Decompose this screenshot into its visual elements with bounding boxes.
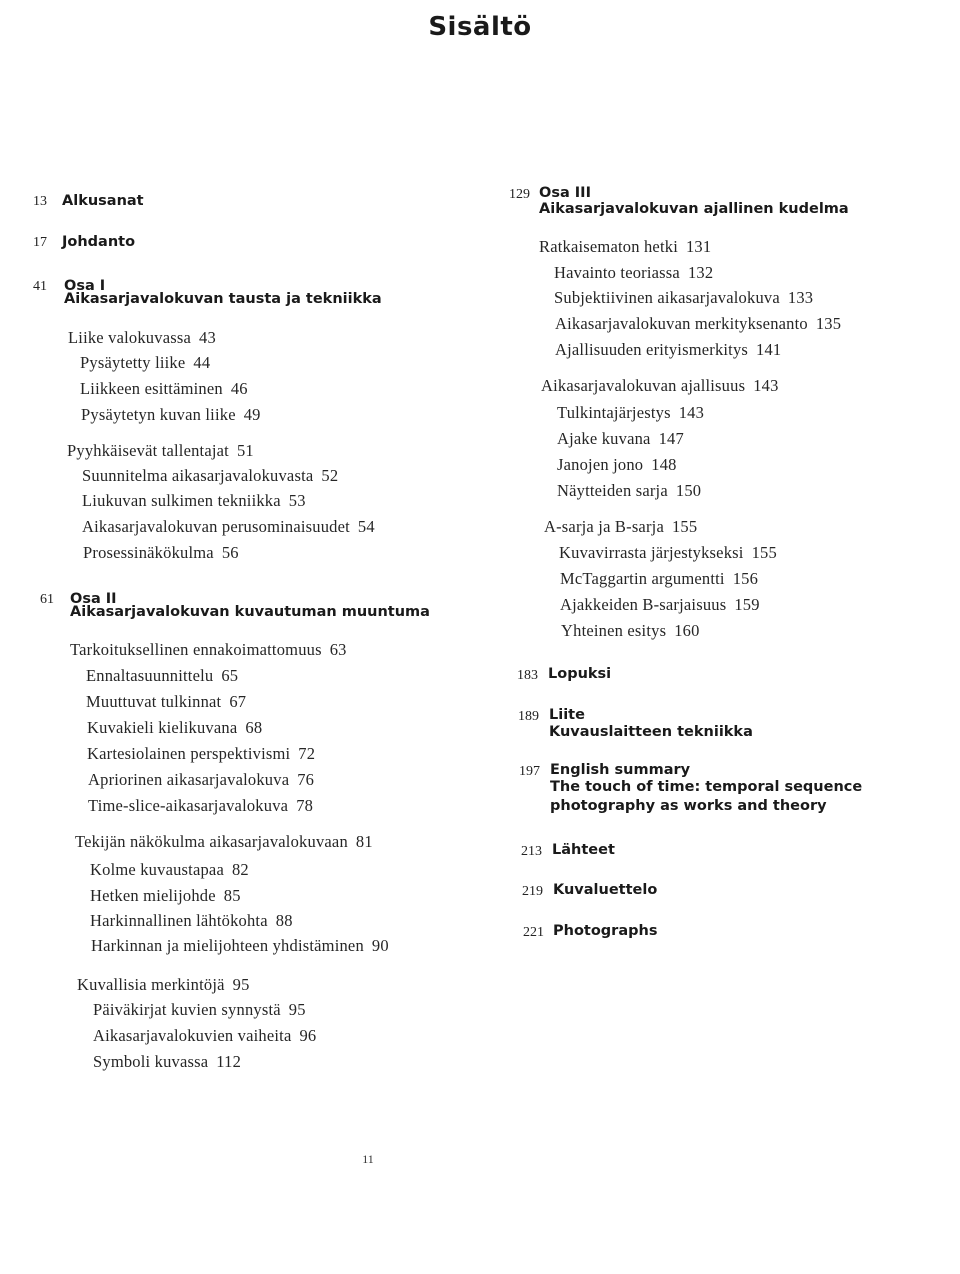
toc-page-number: 61 — [40, 592, 54, 607]
toc-subsection[interactable]: Pysäytetty liike 44 — [80, 353, 211, 372]
toc-section[interactable]: Liike valokuvassa 43 — [68, 328, 216, 347]
toc-subsection[interactable]: Pysäytetyn kuvan liike 49 — [81, 405, 261, 424]
toc-section[interactable]: Ratkaisematon hetki 131 — [539, 237, 712, 256]
toc-subsection[interactable]: Havainto teoriassa 132 — [554, 263, 714, 282]
page-title: Sisältö — [428, 12, 532, 42]
toc-subsection[interactable]: Hetken mielijohde 85 — [90, 886, 241, 905]
toc-subsection[interactable]: Ennaltasuunnittelu 65 — [86, 666, 239, 685]
toc-part-label[interactable]: Osa III — [539, 185, 591, 201]
toc-page-number: 41 — [33, 279, 47, 294]
toc-subsection[interactable]: Liukuvan sulkimen tekniikka 53 — [82, 491, 306, 510]
toc-subsection[interactable]: Kolme kuvaustapaa 82 — [90, 860, 249, 879]
toc-page-number: 129 — [509, 187, 530, 202]
toc-subsection[interactable]: Kartesiolainen perspektivismi 72 — [87, 744, 316, 763]
toc-subsection[interactable]: Symboli kuvassa 112 — [93, 1052, 242, 1071]
toc-subsection[interactable]: Subjektiivinen aikasarjavalokuva 133 — [554, 288, 814, 307]
toc-subsection[interactable]: Time-slice-aikasarjavalokuva 78 — [88, 796, 314, 815]
toc-page-number: 197 — [519, 764, 540, 779]
toc-subsection[interactable]: Apriorinen aikasarjavalokuva 76 — [88, 770, 315, 789]
toc-heading-alkusanat[interactable]: Alkusanat — [62, 193, 144, 209]
toc-heading-kuvaluettelo[interactable]: Kuvaluettelo — [553, 882, 658, 898]
page-folio: 11 — [362, 1152, 374, 1166]
toc-part-label[interactable]: English summary — [550, 762, 691, 778]
toc-section[interactable]: Tekijän näkökulma aikasarjavalokuvaan 81 — [75, 832, 373, 851]
toc-part-label[interactable]: Osa II — [70, 591, 117, 607]
toc-part-label[interactable]: Liite — [549, 707, 585, 723]
toc-subsection[interactable]: Ajake kuvana 147 — [557, 429, 684, 448]
toc-subsection[interactable]: Aikasarjavalokuvien vaiheita 96 — [93, 1026, 317, 1045]
toc-subsection[interactable]: Harkinnallinen lähtökohta 88 — [90, 911, 293, 930]
toc-section[interactable]: Aikasarjavalokuvan ajallisuus 143 — [541, 376, 779, 395]
toc-subsection[interactable]: Näytteiden sarja 150 — [557, 481, 702, 500]
toc-page-number: 17 — [33, 235, 47, 250]
toc-part-title[interactable]: Aikasarjavalokuvan tausta ja tekniikka — [64, 291, 382, 307]
toc-page-number: 13 — [33, 194, 47, 209]
toc-subsection[interactable]: Ajakkeiden B-sarjaisuus 159 — [560, 595, 760, 614]
toc-heading-lahteet[interactable]: Lähteet — [552, 842, 615, 858]
toc-part-title[interactable]: Aikasarjavalokuvan ajallinen kudelma — [539, 201, 849, 217]
toc-subsection[interactable]: Kuvakieli kielikuvana 68 — [87, 718, 263, 737]
toc-subsection[interactable]: Kuvavirrasta järjestykseksi 155 — [559, 543, 777, 562]
toc-subsection[interactable]: Janojen jono 148 — [557, 455, 677, 474]
toc-section[interactable]: Kuvallisia merkintöjä 95 — [77, 975, 250, 994]
toc-heading-photographs[interactable]: Photographs — [553, 923, 658, 939]
toc-subsection[interactable]: Aikasarjavalokuvan perusominaisuudet 54 — [82, 517, 375, 536]
toc-subsection[interactable]: Suunnitelma aikasarjavalokuvasta 52 — [82, 466, 339, 485]
toc-heading-lopuksi[interactable]: Lopuksi — [548, 666, 612, 682]
toc-subsection[interactable]: McTaggartin argumentti 156 — [560, 569, 759, 588]
toc-heading-johdanto[interactable]: Johdanto — [62, 234, 136, 250]
toc-subsection[interactable]: Prosessinäkökulma 56 — [83, 543, 239, 562]
toc-subsection[interactable]: Liikkeen esittäminen 46 — [80, 379, 248, 398]
toc-page-number: 189 — [518, 709, 539, 724]
toc-subsection[interactable]: Muuttuvat tulkinnat 67 — [86, 692, 247, 711]
toc-part-title[interactable]: Kuvauslaitteen tekniikka — [549, 724, 753, 740]
toc-section[interactable]: A-sarja ja B-sarja 155 — [544, 517, 698, 536]
toc-page-number: 183 — [517, 668, 538, 683]
toc-part-label[interactable]: Osa I — [64, 278, 106, 294]
toc-subsection[interactable]: Tulkintajärjestys 143 — [557, 403, 705, 422]
toc-subsection[interactable]: Yhteinen esitys 160 — [561, 621, 700, 640]
toc-subsection[interactable]: Harkinnan ja mielijohteen yhdistäminen 90 — [91, 936, 389, 955]
toc-page-number: 213 — [521, 844, 542, 859]
toc-section[interactable]: Tarkoituksellinen ennakoimattomuus 63 — [70, 640, 347, 659]
toc-section[interactable]: Pyyhkäisevät tallentajat 51 — [67, 441, 254, 460]
toc-part-title[interactable]: Aikasarjavalokuvan kuvautuman muuntuma — [70, 604, 430, 620]
toc-part-title[interactable]: photography as works and theory — [550, 798, 827, 814]
toc-subsection[interactable]: Ajallisuuden erityismerkitys 141 — [555, 340, 782, 359]
toc-subsection[interactable]: Päiväkirjat kuvien synnystä 95 — [93, 1000, 306, 1019]
toc-subsection[interactable]: Aikasarjavalokuvan merkityksenanto 135 — [555, 314, 842, 333]
toc-page-number: 219 — [522, 884, 543, 899]
toc-page-number: 221 — [523, 925, 544, 940]
toc-part-title[interactable]: The touch of time: temporal sequence — [550, 779, 863, 795]
